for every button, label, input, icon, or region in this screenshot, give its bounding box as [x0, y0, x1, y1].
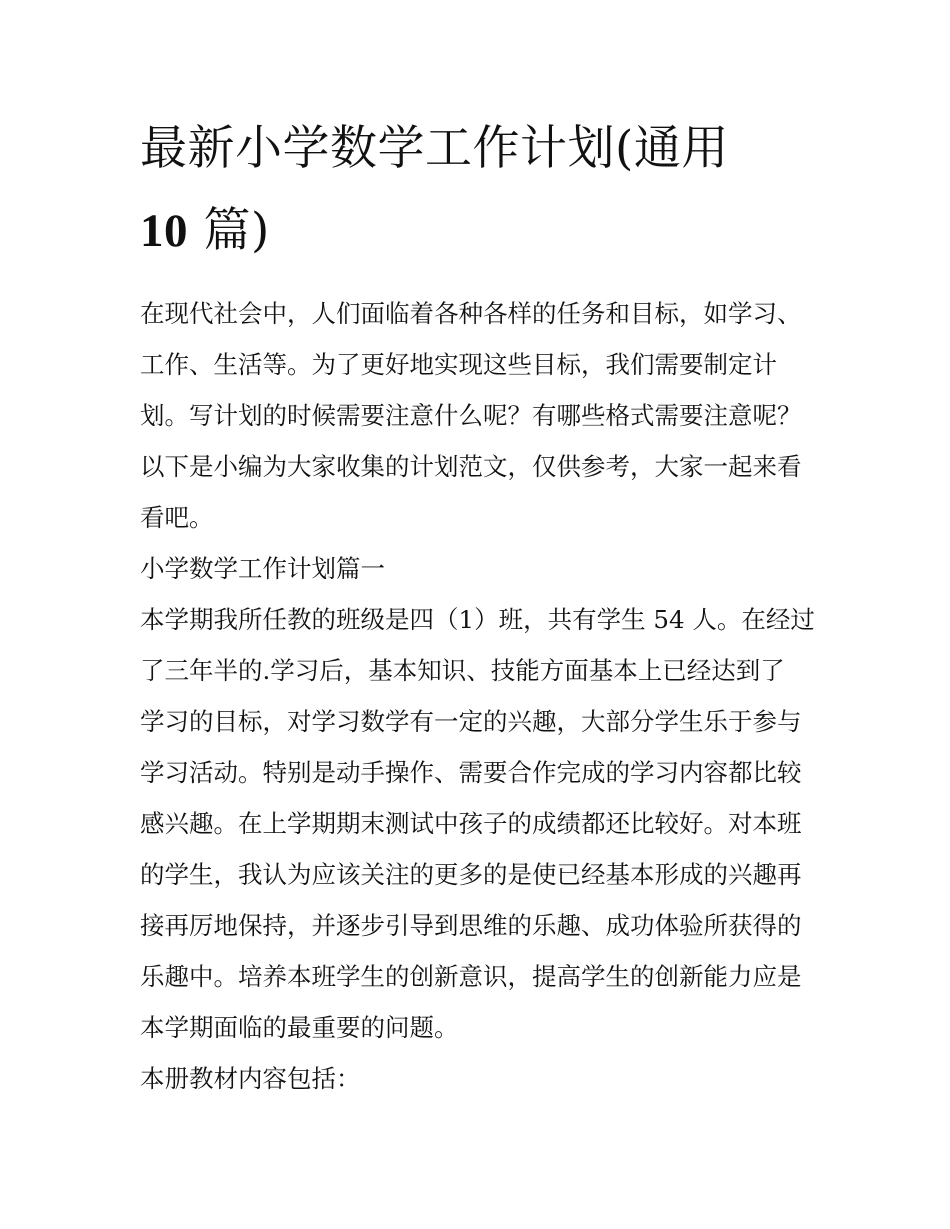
body-line: 学习活动。特别是动手操作、需要合作完成的学习内容都比较	[140, 758, 802, 787]
intro-line: 在现代社会中，人们面临着各种各样的任务和目标，如学习、	[140, 299, 802, 328]
title-line-2-tail: 篇)	[188, 203, 270, 258]
intro-line: 划。写计划的时候需要注意什么呢？有哪些格式需要注意呢？	[140, 401, 802, 430]
body-paragraph	[140, 594, 820, 1053]
body-line: 学习的目标，对学习数学有一定的兴趣，大部分学生乐于参与	[140, 707, 802, 736]
body-line: 乐趣中。培养本班学生的创新意识，提高学生的创新能力应是	[140, 962, 802, 991]
section-heading: 小学数学工作计划篇一	[140, 554, 385, 583]
title-number: 10	[140, 205, 188, 257]
body-line: 的学生，我认为应该关注的更多的是使已经基本形成的兴趣再	[140, 860, 802, 889]
intro-line: 看吧。	[140, 503, 214, 532]
document-title	[140, 108, 820, 272]
document-page	[140, 108, 820, 1104]
body-line: 本学期面临的最重要的问题。	[140, 1013, 459, 1042]
intro-line: 以下是小编为大家收集的计划范文，仅供参考，大家一起来看	[140, 452, 802, 481]
body-line: 接再厉地保持，并逐步引导到思维的乐趣、成功体验所获得的	[140, 911, 802, 940]
title-line-1: 最新小学数学工作计划(通用	[140, 121, 729, 176]
intro-line: 工作、生活等。为了更好地实现这些目标，我们需要制定计	[140, 350, 777, 379]
intro-paragraph	[140, 288, 820, 543]
body-line: 感兴趣。在上学期期末测试中孩子的成绩都还比较好。对本班	[140, 809, 802, 838]
body-line: 本学期我所任教的班级是四（1）班，共有学生 54 人。在经过	[140, 605, 815, 634]
body-line: 了三年半的.学习后，基本知识、技能方面基本上已经达到了	[140, 656, 785, 685]
content-heading: 本册教材内容包括：	[140, 1064, 361, 1093]
